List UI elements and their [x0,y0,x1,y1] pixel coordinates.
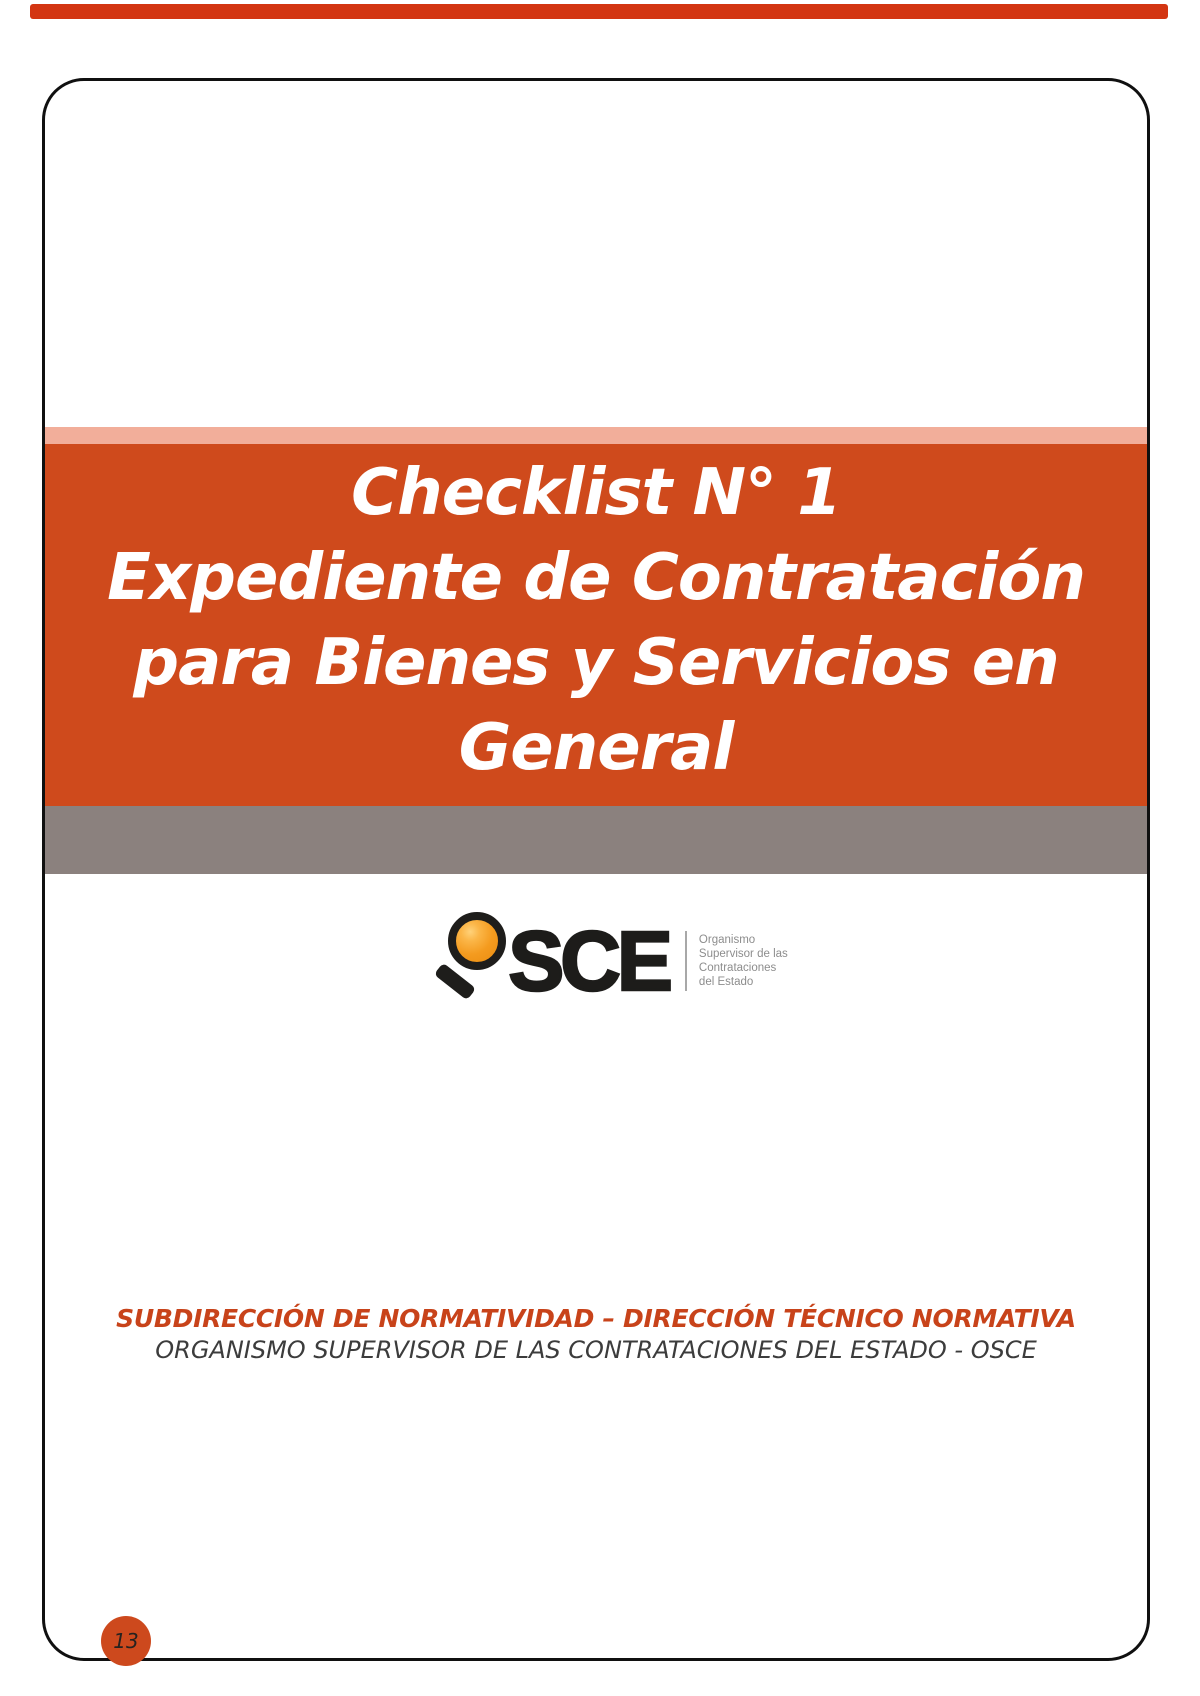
banner-main [45,444,1147,807]
tagline-line-1: Organismo [698,934,756,946]
tagline-line-2: Supervisor de las [698,948,788,960]
logo-divider [685,931,687,991]
title-banner [45,427,1147,807]
tagline-line-3: Contrataciones [698,962,777,974]
osce-logo [59,905,1161,1017]
page-number-badge: 13 [101,1616,151,1666]
title-line-3: para Bienes y Servicios en [133,626,1059,700]
logo-acronym: SCE [508,914,669,1008]
title-line-4: General [458,711,734,785]
page-footer [45,1303,1147,1365]
top-accent-bar [30,4,1168,19]
magnifier-lens [448,912,506,970]
footer-subdireccion-line: SUBDIRECCIÓN DE NORMATIVIDAD – DIRECCIÓN TÉCNICO NORMATIVA [116,1304,1076,1333]
logo-tagline [699,933,788,989]
title-line-1: Checklist N° 1 [351,456,841,530]
banner-top-strip [45,427,1147,444]
document-page [42,78,1150,1661]
title-line-2: Expediente de Contratación [107,541,1085,615]
footer-organismo-line: ORGANISMO SUPERVISOR DE LAS CONTRATACIONES DEL ESTADO - OSCE [155,1336,1037,1364]
gray-divider-bar [45,806,1147,874]
tagline-line-4: del Estado [698,976,754,988]
magnifying-glass-icon [432,908,508,1014]
